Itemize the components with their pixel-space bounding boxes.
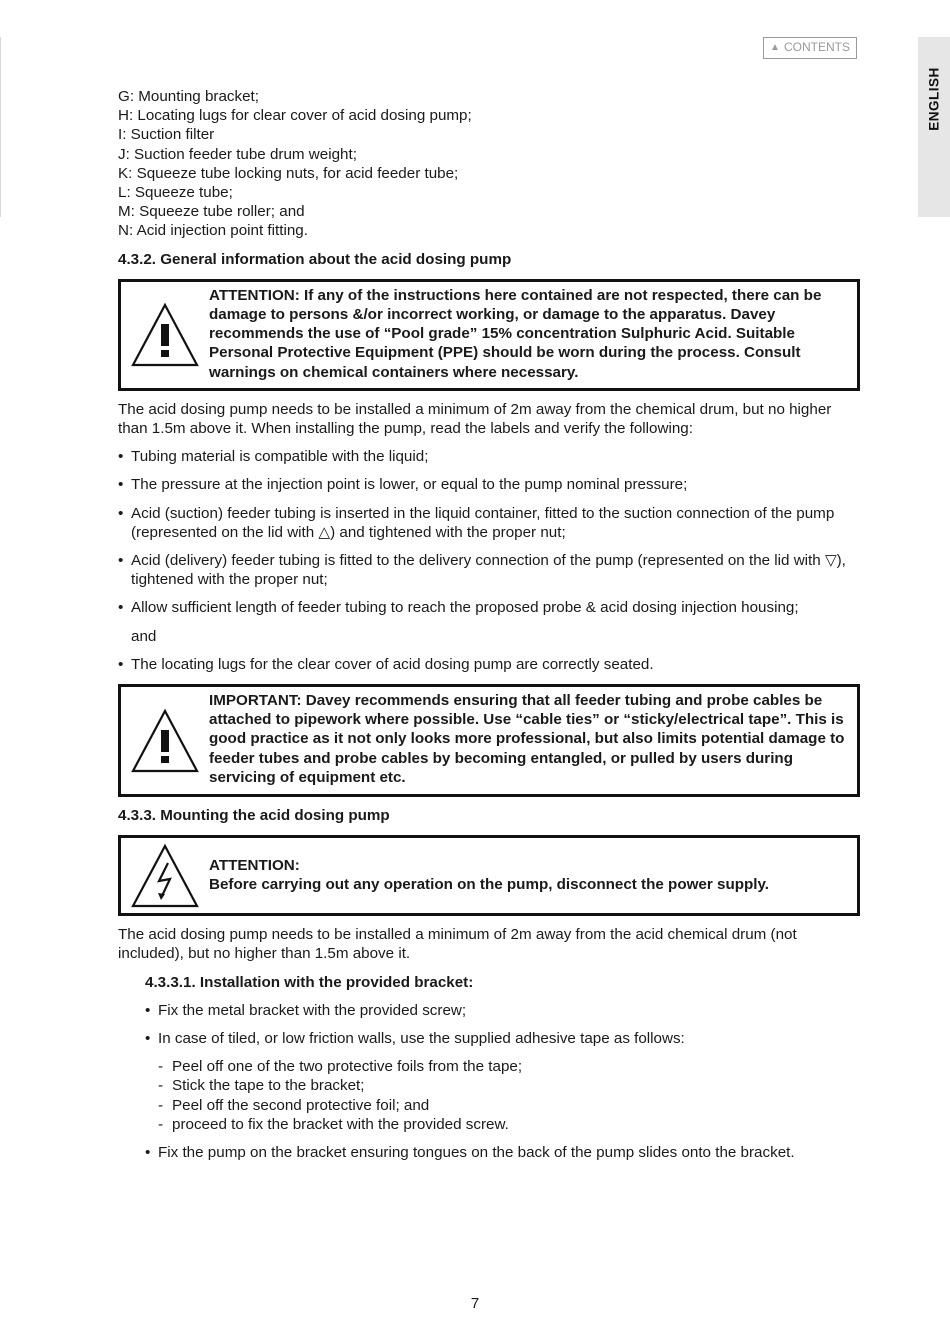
legend-item: H: Locating lugs for clear cover of acid dosing pump; — [118, 107, 472, 125]
bracket-steps — [118, 1001, 860, 1048]
list-item: • Acid (delivery) feeder tubing is fitted to the delivery connection of the pump (represented on the lid with ▽), tightened with the proper nut; — [118, 552, 846, 589]
list-item: • The pressure at the injection point is lower, or equal to the pump nominal pressure; — [118, 476, 688, 494]
attention-title: ATTENTION: — [209, 857, 300, 875]
language-tab[interactable] — [918, 37, 950, 217]
section-heading-4-3-2: 4.3.2. General information about the acid dosing pump — [118, 250, 512, 268]
adhesive-tape-steps — [158, 1057, 860, 1134]
list-item: • Fix the pump on the bracket ensuring tongues on the back of the pump slides onto the bracket. — [145, 1144, 795, 1162]
list-item: • In case of tiled, or low friction walls, use the supplied adhesive tape as follows: — [145, 1030, 685, 1048]
list-item: • Tubing material is compatible with the liquid; — [118, 448, 429, 466]
attention-body: Before carrying out any operation on the pump, disconnect the power supply. — [209, 876, 770, 894]
install-intro: The acid dosing pump needs to be installed a minimum of 2m away from the chemical drum, but no higher than 1.5m above it. When installing the pump, read the labels and verify the following: — [118, 400, 832, 438]
legend-item: I: Suction filter — [118, 126, 215, 144]
electrical-hazard-icon — [130, 843, 200, 909]
legend-item: K: Squeeze tube locking nuts, for acid feeder tube; — [118, 164, 459, 182]
attention-text: ATTENTION: If any of the instructions here contained are not respected, there can be damage to persons &/or incorrect working, or damage to the apparatus. Davey recommends the use of “Pool grade” 15% concentration Sulphuric Acid. Suitable Personal Protective Equipment (PPE) should be worn during the process. Consult warnings on chemical containers where necessary. — [209, 286, 822, 381]
warning-triangle-icon — [130, 302, 200, 368]
attention-box — [118, 279, 860, 391]
legend-item: L: Squeeze tube; — [118, 184, 233, 202]
list-item: • The locating lugs for the clear cover of acid dosing pump are correctly seated. — [118, 655, 654, 673]
bracket-steps-final — [118, 1143, 860, 1162]
page-content — [118, 87, 860, 1162]
list-item: - Peel off one of the two protective foils from the tape; — [158, 1058, 523, 1076]
legend-item: M: Squeeze tube roller; and — [118, 203, 305, 221]
warning-triangle-icon — [130, 708, 200, 774]
list-item: - Peel off the second protective foil; and — [158, 1096, 430, 1114]
list-item: • Acid (suction) feeder tubing is inserted in the liquid container, fitted to the suction connection of the pump (represented on the lid with △) and tightened with the proper nut; — [118, 504, 835, 541]
page-number: 7 — [470, 1295, 480, 1312]
legend-item: J: Suction feeder tube drum weight; — [118, 145, 357, 163]
list-item: - proceed to fix the bracket with the provided screw. — [158, 1115, 509, 1133]
language-tab-label: ENGLISH — [926, 67, 942, 131]
mounting-intro: The acid dosing pump needs to be installed a minimum of 2m away from the acid chemical drum (not included), but no higher than 1.5m above it. — [118, 926, 797, 963]
and-text: and — [131, 627, 157, 645]
component-legend — [118, 87, 860, 241]
list-item: • Allow sufficient length of feeder tubing to reach the proposed probe & acid dosing injection housing; — [118, 599, 799, 617]
up-triangle-icon: ▲ — [770, 42, 780, 54]
electrical-attention-box — [118, 835, 860, 916]
page-edge-line — [0, 37, 1, 217]
important-text: IMPORTANT: Davey recommends ensuring that all feeder tubing and probe cables be attached to pipework where possible. Use “cable ties” or “sticky/electrical tape”. This is good practice as it not only looks more professional, but also limits potential damage to feeder tubes and probe cables by becoming entangled, or pulled by users during servicing of equipment etc. — [209, 692, 845, 786]
verify-list — [118, 447, 860, 617]
important-box — [118, 684, 860, 797]
list-item: - Stick the tape to the bracket; — [158, 1077, 365, 1095]
legend-item: G: Mounting bracket; — [118, 88, 259, 105]
section-heading-4-3-3: 4.3.3. Mounting the acid dosing pump — [118, 807, 390, 825]
legend-item: N: Acid injection point fitting. — [118, 222, 308, 240]
list-item: • Fix the metal bracket with the provided screw; — [145, 1001, 467, 1019]
contents-label: CONTENTS — [783, 40, 850, 55]
verify-list-last — [118, 655, 860, 674]
contents-button[interactable] — [763, 37, 857, 59]
sub-heading-4-3-3-1: 4.3.3.1. Installation with the provided bracket: — [145, 973, 474, 991]
